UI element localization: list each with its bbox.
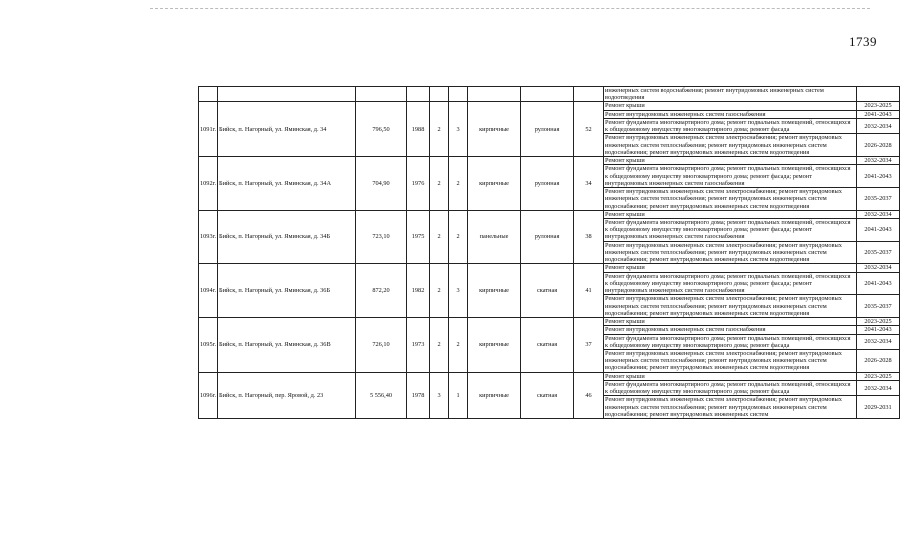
address-cell: Бийск, п. Нагорный, ул. Яминская, д. 36Б [218,264,356,318]
roof-type-cell: скатная [521,264,574,318]
work-description: Ремонт фундамента многоквартирного дома; ремонт подвальных помещений, относящихся к общедомовому имуществу многоквартирного дома; ремонт фасада [604,380,857,395]
work-description: Ремонт внутридомовых инженерных систем электроснабжения; ремонт внутридомовых инженерных систем теплоснабжения; ремонт внутридомовых инженерных систем водоснабжения; ремонт внутридомовых инженерных систем водоотведения [604,349,857,372]
work-description: Ремонт внутридомовых инженерных систем газоснабжения [604,326,857,334]
work-period: 2035-2037 [857,188,900,211]
entrances-cell: 2 [449,318,468,373]
continuation-row [199,87,900,102]
row-number: 1092г. [199,157,218,211]
address-cell: Бийск, п. Нагорный, ул. Яминская, д. 34 [218,102,356,157]
year-cell: 1988 [407,102,430,157]
row-number: 1091г. [199,102,218,157]
floors-cell: 2 [430,210,449,264]
work-description: Ремонт внутридомовых инженерных систем электроснабжения; ремонт внутридомовых инженерных систем теплоснабжения; ремонт внутридомовых инженерных систем водоснабжения; ремонт внутридомовых инженерных систем водоотведения [604,295,857,318]
table-row [199,318,900,326]
address-cell: Бийск, п. Нагорный, пер. Яровой, д. 23 [218,372,356,418]
row-number: 1095г. [199,318,218,373]
work-period: 2023-2025 [857,318,900,326]
work-period: 2026-2028 [857,134,900,157]
year-cell: 1976 [407,157,430,211]
work-description: Ремонт фундамента многоквартирного дома; ремонт подвальных помещений, относящихся к общедомовому имуществу многоквартирного дома; ремонт фасада [604,118,857,133]
flats-count-cell: 41 [574,264,604,318]
work-period: 2032-2034 [857,210,900,218]
floors-cell: 3 [430,372,449,418]
scan-edge-line [150,8,870,10]
work-period: 2041-2043 [857,110,900,118]
work-description: Ремонт фундамента многоквартирного дома; ремонт подвальных помещений, относящихся к общедомовому имуществу многоквартирного дома; ремонт фасада; ремонт внутридомовых инженерных систем газоснабжения [604,272,857,295]
year-cell: 1973 [407,318,430,373]
work-description: Ремонт крыши [604,264,857,272]
work-period: 2041-2043 [857,218,900,241]
address-cell: Бийск, п. Нагорный, ул. Яминская, д. 36В [218,318,356,373]
work-description: Ремонт фундамента многоквартирного дома; ремонт подвальных помещений, относящихся к общедомовому имуществу многоквартирного дома; ремонт фасада; ремонт внутридомовых инженерных систем газоснабжения [604,218,857,241]
roof-type-cell: скатная [521,372,574,418]
work-description: Ремонт внутридомовых инженерных систем электроснабжения; ремонт внутридомовых инженерных систем теплоснабжения; ремонт внутридомовых инженерных систем водоснабжения; ремонт внутридомовых инженерных систем водоотведения [604,188,857,211]
work-period: 2041-2043 [857,165,900,188]
continuation-text: инженерных систем водоснабжения; ремонт внутридомовых инженерных систем водоотведения [604,87,857,102]
wall-material-cell: кирпичные [468,372,521,418]
work-description: Ремонт крыши [604,372,857,380]
work-period: 2032-2034 [857,380,900,395]
table-row [199,210,900,218]
page-number: 1739 [849,34,877,49]
entrances-cell: 3 [449,102,468,157]
entrances-cell: 3 [449,264,468,318]
entrances-cell: 2 [449,210,468,264]
work-description: Ремонт фундамента многоквартирного дома; ремонт подвальных помещений, относящихся к общедомовому имуществу многоквартирного дома; ремонт фасада [604,334,857,349]
year-cell: 1978 [407,372,430,418]
row-number: 1093г. [199,210,218,264]
area-cell: 726,10 [356,318,407,373]
floors-cell: 2 [430,318,449,373]
work-description: Ремонт крыши [604,102,857,110]
row-number: 1094г. [199,264,218,318]
roof-type-cell: рулонная [521,157,574,211]
housing-register-table [198,86,900,419]
work-period: 2035-2037 [857,295,900,318]
work-period: 2035-2037 [857,241,900,264]
table-row [199,102,900,110]
work-period: 2032-2034 [857,118,900,133]
flats-count-cell: 52 [574,102,604,157]
work-period: 2026-2028 [857,349,900,372]
work-description: Ремонт внутридомовых инженерных систем электроснабжения; ремонт внутридомовых инженерных систем теплоснабжения; ремонт внутридомовых инженерных систем водоснабжения; ремонт внутридомовых инженерных систем водоотведения [604,241,857,264]
floors-cell: 2 [430,264,449,318]
year-cell: 1982 [407,264,430,318]
flats-count-cell: 38 [574,210,604,264]
work-period: 2023-2025 [857,102,900,110]
work-description: Ремонт внутридомовых инженерных систем электроснабжения; ремонт внутридомовых инженерных систем теплоснабжения; ремонт внутридомовых инженерных систем водоснабжения; ремонт внутридомовых инженерных систем [604,396,857,419]
wall-material-cell: кирпичные [468,318,521,373]
floors-cell: 2 [430,157,449,211]
entrances-cell: 2 [449,157,468,211]
roof-type-cell: рулонная [521,210,574,264]
work-description: Ремонт внутридомовых инженерных систем газоснабжения [604,110,857,118]
flats-count-cell: 37 [574,318,604,373]
wall-material-cell: кирпичные [468,102,521,157]
wall-material-cell: кирпичные [468,264,521,318]
area-cell: 872,20 [356,264,407,318]
roof-type-cell: скатная [521,318,574,373]
work-description: Ремонт крыши [604,157,857,165]
wall-material-cell: кирпичные [468,157,521,211]
work-description: Ремонт крыши [604,318,857,326]
work-period: 2029-2031 [857,396,900,419]
table-row [199,372,900,380]
flats-count-cell: 34 [574,157,604,211]
wall-material-cell: панельные [468,210,521,264]
area-cell: 796,50 [356,102,407,157]
work-description: Ремонт крыши [604,210,857,218]
work-period: 2032-2034 [857,334,900,349]
area-cell: 704,90 [356,157,407,211]
floors-cell: 2 [430,102,449,157]
roof-type-cell: рулонная [521,102,574,157]
table-row [199,157,900,165]
year-cell: 1975 [407,210,430,264]
area-cell: 723,10 [356,210,407,264]
row-number: 1096г. [199,372,218,418]
entrances-cell: 1 [449,372,468,418]
work-description: Ремонт внутридомовых инженерных систем электроснабжения; ремонт внутридомовых инженерных систем теплоснабжения; ремонт внутридомовых инженерных систем водоснабжения; ремонт внутридомовых инженерных систем водоотведения [604,134,857,157]
work-period: 2032-2034 [857,157,900,165]
address-cell: Бийск, п. Нагорный, ул. Яминская, д. 34А [218,157,356,211]
area-cell: 5 556,40 [356,372,407,418]
work-period: 2032-2034 [857,264,900,272]
work-period: 2041-2043 [857,326,900,334]
work-period: 2023-2025 [857,372,900,380]
address-cell: Бийск, п. Нагорный, ул. Яминская, д. 34Б [218,210,356,264]
flats-count-cell: 46 [574,372,604,418]
work-period: 2041-2043 [857,272,900,295]
work-description: Ремонт фундамента многоквартирного дома; ремонт подвальных помещений, относящихся к общедомовому имуществу многоквартирного дома; ремонт фасада; ремонт внутридомовых инженерных систем газоснабжения [604,165,857,188]
table-row [199,264,900,272]
